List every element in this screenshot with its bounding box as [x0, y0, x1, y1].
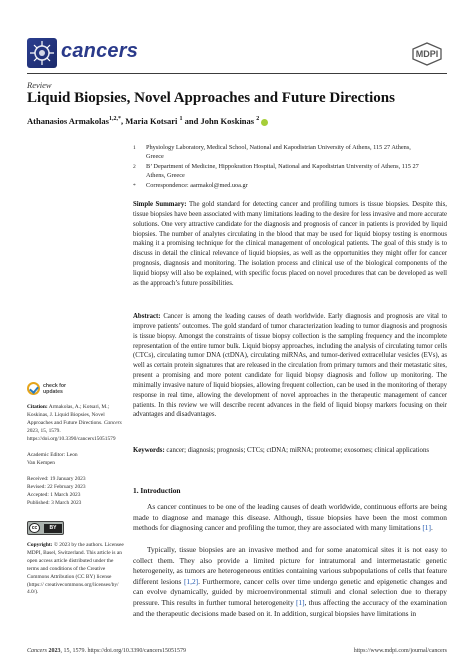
author-separator: and — [182, 116, 201, 126]
intro-text: As cancer continues to be one of the leading causes of death worldwide, continuous efforts are being made to diagnose and manage this disease. Although, tissue biopsies have been the most common methods for diagnosing cancer and profiling the tumor, they are associated with many limitations — [133, 502, 447, 533]
citation-link[interactable]: [1] — [295, 597, 305, 607]
article-type: Review — [27, 80, 52, 90]
academic-editor — [27, 452, 125, 468]
footer-doi: , 15, 1579. https://doi.org/10.3390/cancers15051579 — [60, 648, 187, 654]
intro-text: Typically, tissue biopsies are an invasive method and for some anatomical sites it is not easy to collect them. They also provide a limited picture for intratumoral and intermetastatic genetic heterogeneity, as tumors are heterogeneous entities containing various subpopulations of cells that feature different lesions — [133, 545, 447, 586]
abstract — [133, 312, 447, 420]
author-list — [27, 116, 268, 126]
author-affil-sup: 2 — [256, 116, 260, 123]
keywords — [133, 446, 447, 456]
citation-label: Citation: — [27, 404, 48, 410]
author-affil-sup: 1,2,* — [108, 116, 121, 123]
journal-logo-icon — [27, 38, 57, 68]
copyright-block — [27, 542, 125, 597]
abstract-text: Cancer is among the leading causes of death worldwide. Early diagnosis and prognosis are vital to improve patients’ outcomes. The gold standard of tumor characterization leading to tumor diagnosis and prognosis is tissue biopsy. Amongst the constraints of tissue biopsy collection is the sampling frequency and the incomplete representation of the entire tumor bulk. Liquid biopsy approaches, including the analysis of circulating tumor cells (CTCs), circulating tumor DNA (ctDNA), circulating miRNAs, and tumor-derived extracellular vesicles (EVs), as well as certain protein signatures that are released in the circulation from primary tumors and their metastatic sites, present a promising and more potent candidate for liquid biopsy diagnosis and follow up monitoring. The minimally invasive nature of liquid biopsies, allowing frequent collection, can be used in the monitoring of therapy response in real time, allowing the development of novel approaches in the therapeutic management of cancer patients. In this review we will describe recent advances in the field of liquid biopsy markers focusing on their advantages and disadvantages. — [133, 313, 447, 419]
intro-paragraph — [133, 502, 447, 534]
copyright-text: © 2023 by the authors. Licensee MDPI, Basel, Switzerland. This article is an open access article distributed under the terms and conditions of the Creative Commons Attribution (CC BY) license (https:// creativecommons.org/licenses/by/ 4.0/). — [27, 542, 124, 596]
author-name[interactable]: John Koskinas — [200, 116, 255, 126]
affiliation-number: * — [133, 183, 136, 189]
footer-year: 2023 — [48, 648, 61, 654]
check-line: check for — [43, 383, 67, 389]
mdpi-logo[interactable] — [410, 42, 444, 66]
affiliation-text: Physiology Laboratory, Medical School, National and Kapodistrian University of Athens, 115 27 Athens, Greece — [146, 144, 411, 160]
citation-link[interactable]: [1,2] — [183, 576, 199, 586]
footer-journal-url[interactable]: https://www.mdpi.com/journal/cancers — [353, 648, 447, 654]
simple-summary — [133, 200, 447, 289]
footer-journal: Cancers — [27, 648, 47, 654]
author-name[interactable]: Maria Kotsari — [125, 116, 178, 126]
author-separator: , — [120, 116, 126, 126]
intro-text: . — [430, 523, 433, 533]
simple-summary-label: Simple Summary: — [133, 201, 187, 208]
simple-summary-text: The gold standard for detecting cancer and profiling tumors is tissue biopsies. Despite this, tissue biopsies have been associated with many limitations leading to the desire for less invasive and more accurate solutions. One very attractive candidate for the diagnosis and prognosis of cancer in patients is provided by liquid biopsies. The number of analytes circulating in the blood that may be used for liquid biopsy testing is enormous making it a promising technique for the clinical management of oncological patients. The goal of this study is to discuss in detail the clinical relevance of liquid biopsies, as well as the opportunities they might offer for cancer prognosis, diagnosis and monitoring. The isolation process and clinical use of the biological components of the liquid biopsy will also be explained, with specific focus placed on novel procedures that can be developed as well as the approach’s future possibilities. — [133, 201, 447, 287]
intro-text: , thus affecting the accuracy of the examination and the therapeutic decisions made based on it. In addition, surgical biopsies have limitations in — [133, 597, 447, 618]
published-date: Published: 3 March 2023 — [27, 499, 82, 506]
affiliation-number: 1 — [133, 145, 136, 151]
orcid-icon[interactable] — [261, 119, 268, 126]
citation-doi[interactable]: 2023, 15, 1579. https://doi.org/10.3390/cancers15051579 — [27, 427, 116, 442]
affiliation — [133, 144, 423, 162]
citation-block — [27, 404, 125, 444]
check-line: updates — [43, 388, 63, 395]
copyright-label: Copyright: — [27, 542, 53, 548]
cc-by-label: BY — [44, 524, 62, 533]
intro-paragraph — [133, 545, 447, 619]
keywords-text: cancer; diagnosis; prognosis; CTCs; ctDNA; miRNA; proteome; exosomes; clinical applications — [166, 447, 430, 454]
accepted-date: Accepted: 1 March 2023 — [27, 491, 81, 498]
mdpi-logo-text: MDPI — [415, 49, 439, 59]
header-rule — [27, 73, 447, 74]
publication-dates — [27, 476, 125, 508]
check-for-updates-icon[interactable] — [27, 382, 40, 395]
affiliation — [133, 182, 423, 191]
revised-date: Revised: 22 February 2023 — [27, 483, 86, 490]
check-for-updates-label[interactable] — [43, 384, 66, 395]
section-heading: 1. Introduction — [133, 486, 181, 495]
author-affil-sup: 1 — [179, 116, 183, 123]
citation-link[interactable]: [1] — [422, 523, 431, 533]
correspondence-email[interactable]: Correspondence: aarmakol@med.uoa.gr — [146, 182, 248, 189]
abstract-label: Abstract: — [133, 313, 161, 320]
intro-text: . Furthermore, cancer cells over time undergo genetic and epigenetic changes and can evolve dynamically, guided by microenvironmental stimuli and clonal selection due to therapy pressure. This results in further tumoral heterogeneity — [133, 576, 447, 607]
citation-journal: Cancers — [103, 419, 122, 426]
affiliation — [133, 163, 423, 181]
author-name[interactable]: Athanasios Armakolas — [27, 116, 109, 126]
article-title: Liquid Biopsies, Novel Approaches and Future Directions — [27, 90, 395, 106]
journal-name[interactable]: cancers — [61, 40, 139, 62]
editor-name: Van Kempen — [27, 459, 55, 466]
editor-label: Academic Editor: Leon — [27, 452, 78, 458]
cc-label: cc — [29, 523, 40, 533]
keywords-label: Keywords: — [133, 447, 165, 454]
affiliation-number: 2 — [133, 164, 136, 170]
citation-text: Armakolas, A.; Kotsari, M.; Koskinas, J. Liquid Biopsies, Novel Approaches and Future Directions. — [27, 404, 110, 426]
affiliation-text: B’ Department of Medicine, Hippokration Hospital, National and Kapodistrian University of Athens, 115 27 Athens, Greece — [146, 163, 419, 179]
cc-by-license-icon[interactable] — [27, 521, 64, 535]
footer-citation[interactable] — [27, 648, 186, 654]
received-date: Received: 19 January 2023 — [27, 476, 86, 482]
